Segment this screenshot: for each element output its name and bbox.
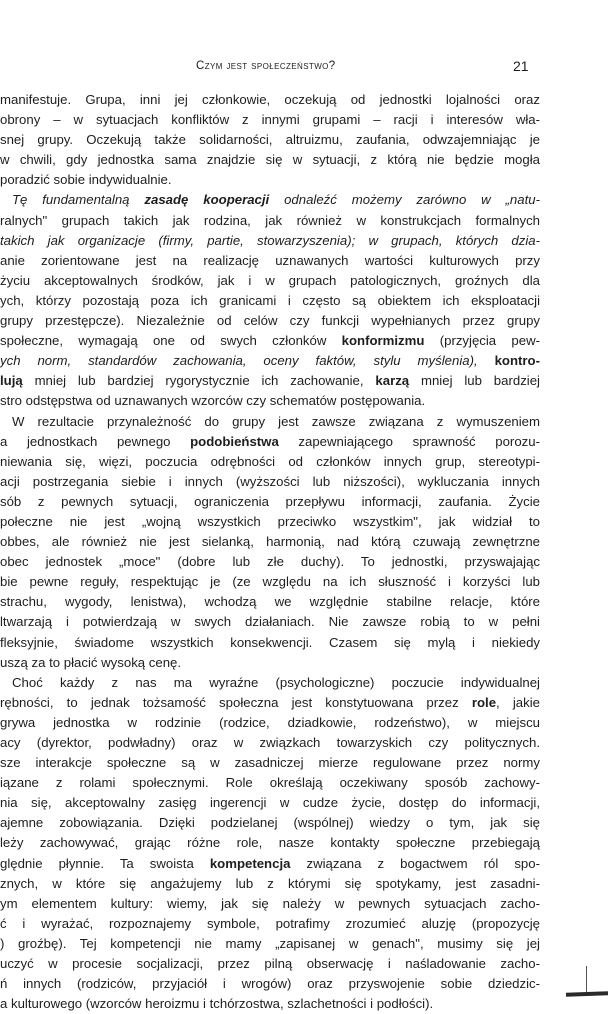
- text-line: [0, 190, 540, 210]
- key-term-competence: kompetencja: [209, 855, 291, 871]
- page-number: 21: [513, 58, 529, 74]
- text-run: , jakie: [496, 694, 540, 710]
- text-line: grywa jednostka w rodzinie (rodzice, dziadkowie, rodzeństwo), w miejscu: [0, 714, 540, 730]
- text-line: [0, 854, 540, 874]
- text-line: uczyć w procesie socjalizacji, przez pilną obserwację i naśladowanie zacho-: [0, 956, 540, 972]
- text-run: ględnie płynnie. Ta swoista: [0, 855, 210, 871]
- text-line: acy (dyrektor, podwładny) oraz w związkach towarzyskich czy politycznych.: [0, 735, 540, 750]
- text-line: W rezultacie przynależność do grupy jest zawsze związana z wymuszeniem: [12, 413, 540, 429]
- text-run: zapewniającego sprawność porozu-: [278, 433, 540, 449]
- text-line: ltwarzają i potwierdzają w swych działaniach. Nie zawsze robią to w pełni: [0, 614, 540, 630]
- italic-run: Tę fundamentalną: [12, 192, 145, 208]
- text-line: uszą za to płacić wysoką cenę.: [0, 654, 182, 670]
- text-line: ralnych" grupach takich jak rodzina, jak również w konstrukcjach formalnych: [0, 212, 540, 228]
- text-run: rębności, to jednak tożsamość społeczna jest konstytuowana przez: [0, 694, 472, 710]
- text-line: znych, w które się angażujemy lub z którymi się spotykamy, jest zasadni-: [0, 875, 540, 891]
- text-line: sób z pewnych sytuacji, ograniczenia przepływu informacji, zaufania. Życie: [0, 493, 540, 509]
- text-line: obec jednostek „moce" (dobre lub złe duchy). To jednostki, przyswajając: [0, 554, 540, 570]
- page-edge-tick: [586, 966, 587, 992]
- text-run: związana z bogactwem ról spo-: [290, 855, 540, 871]
- text-line: [0, 331, 540, 351]
- text-line: w chwili, gdy jednostka sama znajdzie się w sytuacji, z którą nie będzie mogła: [0, 152, 540, 168]
- text-line: ym elementem kultury: wiemy, jak się należy w pewnych sytuacjach zacho-: [0, 895, 540, 911]
- text-line: bie pewne reguły, respektując je (ze względu na ich słuszność i korzyści lub: [0, 574, 540, 590]
- text-line: [0, 693, 540, 713]
- text-line: obrony – w sytuacjach konfliktów z innymi grupami – racji i interesów wła-: [0, 112, 540, 128]
- text-line: grupy przestępcze). Niezależnie od celów czy funkcji wypełnianych przez grupy: [0, 313, 540, 329]
- text-run: (przyjęcia pew-: [424, 333, 540, 349]
- text-run: społeczne, wymagają one od swych członków: [0, 333, 342, 349]
- text-line: takich jak organizacje (firmy, partie, stowarzyszenia); w grupach, których dzia-: [0, 232, 540, 248]
- key-term-cooperation: zasadę kooperacji: [144, 192, 270, 208]
- text-line: manifestuje. Grupa, inni jej członkowie, oczekują od jednostki lojalności oraz: [0, 92, 540, 107]
- page-edge-mark: [566, 991, 608, 996]
- italic-run: ych norm, standardów zachowania, oceny faktów, stylu myślenia),: [0, 353, 495, 369]
- body-text: [0, 90, 540, 1014]
- key-term-conformism: konformizmu: [341, 333, 425, 349]
- text-line: ) groźbę). Tej kompetencji nie mamy „zapisanej w genach", musimy się jej: [0, 935, 540, 951]
- text-line: ń innych (rodziców, przyjaciół i wrogów) oraz przyswojenie sobie dziedzic-: [0, 976, 540, 992]
- text-run: mniej lub bardziej rygorystycznie ich zachowanie,: [22, 373, 376, 389]
- text-line: snej grupy. Oczekują także solidarności, altruizmu, zaufania, odwzajemniając je: [0, 132, 540, 148]
- text-run: mniej lub bardziej: [409, 373, 540, 389]
- italic-run: odnaleźć możemy zarówno w „natu-: [269, 192, 540, 208]
- text-line: leży zachowywać, grając różne role, nasze kontakty społeczne przebiegają: [0, 835, 540, 851]
- text-line: [0, 432, 540, 452]
- text-line: ych, którzy pozostają poza ich granicami i często są obiektem ich eksploatacji: [0, 292, 540, 308]
- key-term-control: kontro-: [494, 353, 540, 369]
- running-title: Czym jest społeczeństwo?: [196, 60, 336, 72]
- text-line: obbes, ale również nie jest sielanką, harmonią, nad którą czuwają zewnętrzne: [0, 534, 540, 550]
- page-header: [0, 58, 540, 78]
- text-line: iązane z rolami społecznymi. Role określają oczekiwany sposób zachowy-: [0, 775, 540, 791]
- key-term-punish: karzą: [375, 373, 410, 389]
- text-line: Choć każdy z nas ma wyraźne (psychologiczne) poczucie indywidualnej: [12, 674, 540, 690]
- text-line: nia się, akceptowalny zasięg ingerencji w cudze życie, dostęp do informacji,: [0, 795, 540, 811]
- text-line: sze interakcje społeczne są w zasadniczej mierze regulowane przez normy: [0, 755, 540, 771]
- text-line: [0, 351, 540, 371]
- text-line: a kulturowego (wzorców heroizmu i tchórzostwa, szlachetności i podłości).: [0, 996, 434, 1012]
- key-term-similarity: podobieństwa: [190, 433, 279, 449]
- text-line: [0, 371, 540, 391]
- text-line: stro odstępstwa od uznawanych wzorców czy schematów postępowania.: [0, 393, 426, 409]
- text-line: połeczne nie jest „wojną wszystkich przeciwko wszystkim", jak widział to: [0, 513, 540, 529]
- text-line: ajemne zobowiązania. Dzięki podzielanej (wspólnej) wiedzy o tym, jak się: [0, 815, 540, 831]
- text-line: życiu akceptowalnych środków, jak i w grupach patologicznych, groźnych dla: [0, 272, 540, 288]
- text-line: niewania się, więzi, poczucia odrębności od członków innych grup, stereotypi-: [0, 453, 540, 469]
- text-line: fleksyjnie, świadome wszystkich konsekwencji. Czasem się mylą i niekiedy: [0, 634, 540, 650]
- text-line: anie zorientowane jest na realizację uznawanych wartości kulturowych przy: [0, 252, 540, 268]
- text-line: strachu, wygody, lenistwa), wchodzą we względnie stabilne relacje, które: [0, 594, 540, 610]
- text-line: poradzić sobie indywidualnie.: [0, 172, 172, 188]
- text-line: ć i wyrażać, rozpoznajemy symbole, potrafimy zrozumieć aluzję (propozycję: [0, 915, 540, 931]
- key-term-role: role: [471, 694, 497, 710]
- text-line: acji postrzegania siebie i innych (wyższości lub niższości), wykluczania innych: [0, 473, 540, 489]
- text-run: a jednostkach pewnego: [0, 433, 191, 449]
- key-term-control-cont: lują: [0, 373, 23, 389]
